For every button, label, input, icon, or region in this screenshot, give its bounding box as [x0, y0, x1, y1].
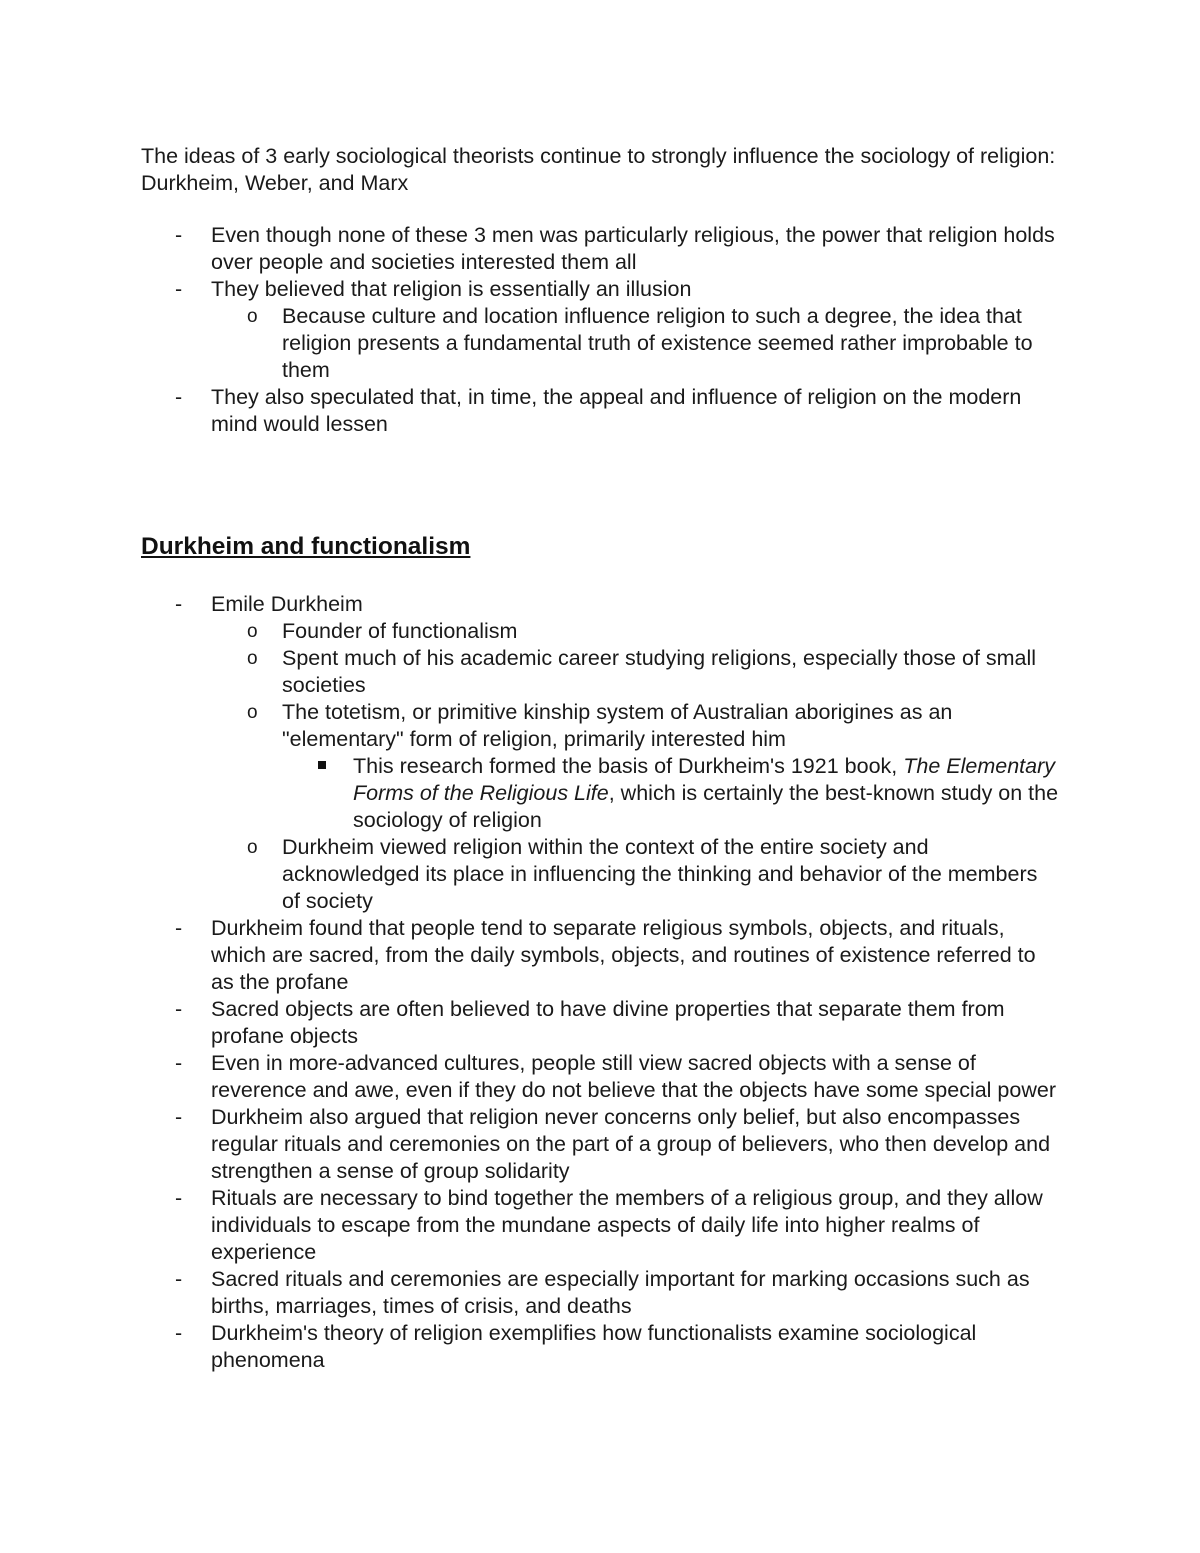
sub-sub-list [282, 753, 1061, 834]
sub-list-item-text: Because culture and location influence religion to such a degree, the idea that religion presents a fundamental truth of existence seemed rather improbable to them [282, 304, 1033, 382]
sub-sub-list-item-text [353, 753, 1061, 834]
dash-marker: - [175, 916, 183, 940]
dash-marker: - [175, 277, 183, 301]
intro-bullet-list [141, 222, 1061, 438]
list-item-text: Rituals are necessary to bind together the members of a religious group, and they allow individuals to escape from the mundane aspects of daily life into higher realms of experience [211, 1186, 1043, 1264]
dash-marker: - [175, 1267, 183, 1291]
sub-list-item [211, 645, 1061, 699]
list-item-text: They also speculated that, in time, the appeal and influence of religion on the modern mind would lessen [211, 385, 1022, 436]
list-item-text: Sacred rituals and ceremonies are especially important for marking occasions such as births, marriages, times of crisis, and deaths [211, 1267, 1030, 1318]
list-item [141, 384, 1061, 438]
square-bullet-marker [318, 761, 326, 769]
dash-marker: - [175, 223, 183, 247]
sub-list [141, 618, 1061, 915]
sub-list-item-text: Founder of functionalism [282, 619, 518, 643]
list-item [141, 1050, 1061, 1104]
circle-marker: o [247, 621, 258, 642]
circle-marker: o [247, 306, 258, 327]
list-item [141, 276, 1061, 384]
book-title: The Elementary Forms of the Religious Life [353, 754, 1055, 805]
list-item [141, 1266, 1061, 1320]
sub-list-item [211, 618, 1061, 645]
list-item-text: Sacred objects are often believed to have divine properties that separate them from profane objects [211, 997, 1005, 1048]
list-item [141, 222, 1061, 276]
list-item [141, 996, 1061, 1050]
circle-marker: o [247, 648, 258, 669]
dash-marker: - [175, 1321, 183, 1345]
sub-list-item-text: The totetism, or primitive kinship system of Australian aborigines as an "elementary" form of religion, primarily interested him [282, 700, 953, 751]
sub-list-item [211, 834, 1061, 915]
dash-marker: - [175, 1051, 183, 1075]
list-item-text: Even in more-advanced cultures, people still view sacred objects with a sense of reverence and awe, even if they do not believe that the objects have some special power [211, 1051, 1056, 1102]
list-item [141, 1320, 1061, 1374]
list-item-text: Durkheim found that people tend to separate religious symbols, objects, and rituals, which are sacred, from the daily symbols, objects, and routines of existence referred to as the profane [211, 916, 1036, 994]
sub-list-item [211, 699, 1061, 834]
list-item-text: Emile Durkheim [211, 592, 363, 616]
list-item-text: Even though none of these 3 men was particularly religious, the power that religion holds over people and societies interested them all [211, 223, 1055, 274]
circle-marker: o [247, 837, 258, 858]
list-item-text: Durkheim also argued that religion never concerns only belief, but also encompasses regular rituals and ceremonies on the part of a group of believers, who then develop and strengthen a sense of group solidarity [211, 1105, 1051, 1183]
sub-sub-list-item [282, 753, 1061, 834]
intro-paragraph: The ideas of 3 early sociological theorists continue to strongly influence the sociology of religion: Durkheim, Weber, and Marx [141, 144, 1056, 195]
circle-marker: o [247, 702, 258, 723]
document-page [141, 143, 1061, 1374]
dash-marker: - [175, 1186, 183, 1210]
dash-marker: - [175, 385, 183, 409]
sub-list-item [211, 303, 1061, 384]
list-item-text: They believed that religion is essentially an illusion [211, 277, 692, 301]
dash-marker: - [175, 997, 183, 1021]
list-item [141, 1185, 1061, 1266]
section-heading: Durkheim and functionalism [141, 533, 471, 560]
sub-list [141, 303, 1061, 384]
dash-marker: - [175, 592, 183, 616]
list-item [141, 1104, 1061, 1185]
book-text-after: , which is certainly the best-known study on the sociology of religion [353, 781, 1059, 832]
list-item-text: Durkheim's theory of religion exemplifies how functionalists examine sociological phenomena [211, 1321, 977, 1372]
dash-marker: - [175, 1105, 183, 1129]
list-item [141, 915, 1061, 996]
book-text-before: This research formed the basis of Durkheim's 1921 book, [353, 754, 904, 778]
sub-list-item-text: Spent much of his academic career studying religions, especially those of small societies [282, 646, 1037, 697]
list-item [141, 591, 1061, 915]
sub-list-item-text: Durkheim viewed religion within the context of the entire society and acknowledged its place in influencing the thinking and behavior of the members of society [282, 835, 1038, 913]
section-bullet-list [141, 591, 1061, 1374]
